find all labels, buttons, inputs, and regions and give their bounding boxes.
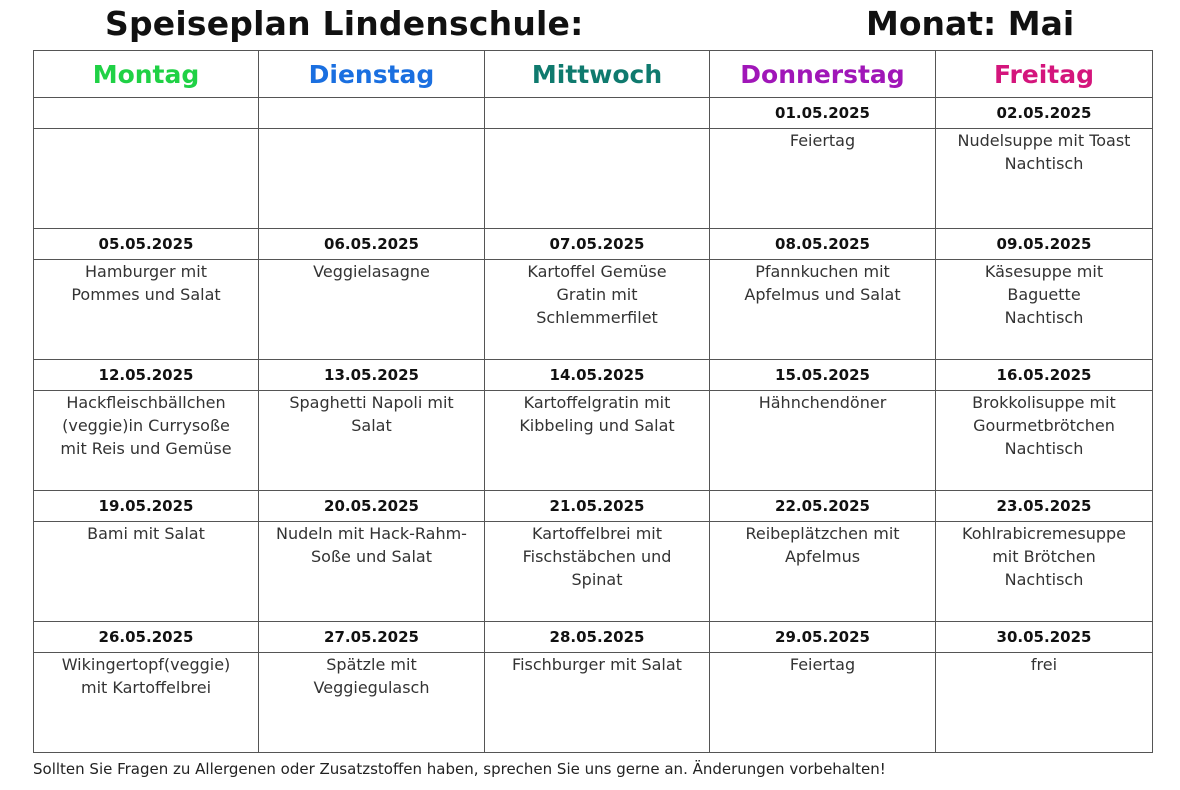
- meal-cell: [34, 260, 259, 360]
- date-cell: 06.05.2025: [259, 229, 485, 260]
- date-cell: 13.05.2025: [259, 360, 485, 391]
- meal-line: Käsesuppe mit: [984, 262, 1104, 281]
- meal-row: [34, 391, 1153, 491]
- meal-cell: [485, 260, 710, 360]
- meal-cell: [936, 391, 1153, 491]
- date-cell: 14.05.2025: [485, 360, 710, 391]
- meal-line: Veggiegulasch: [313, 678, 430, 697]
- meal-line: Wikingertopf(veggie): [61, 655, 231, 674]
- meal-line: Kibbeling und Salat: [519, 416, 675, 435]
- meal-line: Hähnchendöner: [758, 393, 887, 412]
- meal-row: [34, 260, 1153, 360]
- meal-cell: [710, 260, 936, 360]
- meal-line: frei: [1030, 655, 1058, 674]
- meal-cell: [710, 653, 936, 753]
- meal-plan-table: [33, 50, 1153, 753]
- meal-line: Kohlrabicremesuppe: [962, 524, 1126, 543]
- date-cell: 12.05.2025: [34, 360, 259, 391]
- meal-line: Nachtisch: [1004, 439, 1084, 458]
- date-cell: 15.05.2025: [710, 360, 936, 391]
- meal-cell: [34, 391, 259, 491]
- meal-line: Feiertag: [789, 655, 856, 674]
- meal-line: Pfannkuchen mit: [755, 262, 890, 281]
- meal-cell: [485, 653, 710, 753]
- date-row: [34, 229, 1153, 260]
- meal-line: Spinat: [571, 570, 623, 589]
- meal-cell: [34, 522, 259, 622]
- meal-cell: [710, 391, 936, 491]
- meal-line: Apfelmus und Salat: [744, 285, 901, 304]
- footer-note: Sollten Sie Fragen zu Allergenen oder Zusatzstoffen haben, sprechen Sie uns gerne an. Änderungen vorbehalten!: [33, 760, 886, 778]
- date-cell: [34, 98, 259, 129]
- meal-cell: [259, 129, 485, 229]
- date-cell: [259, 98, 485, 129]
- meal-cell: [710, 522, 936, 622]
- meal-line: mit Reis und Gemüse: [60, 439, 232, 458]
- date-cell: [485, 98, 710, 129]
- date-cell: 20.05.2025: [259, 491, 485, 522]
- date-cell: 27.05.2025: [259, 622, 485, 653]
- weekday-header-montag: Montag: [34, 51, 259, 98]
- meal-cell: [710, 129, 936, 229]
- meal-line: Apfelmus: [784, 547, 861, 566]
- meal-line: Schlemmerfilet: [536, 308, 658, 327]
- weekday-header-donnerstag: Donnerstag: [710, 51, 936, 98]
- page-title: Speiseplan Lindenschule:: [105, 4, 584, 43]
- date-cell: 01.05.2025: [710, 98, 936, 129]
- date-row: [34, 98, 1153, 129]
- meal-line: Brokkolisuppe mit: [972, 393, 1116, 412]
- meal-line: Spaghetti Napoli mit: [289, 393, 454, 412]
- meal-line: Reibeplätzchen mit: [745, 524, 900, 543]
- meal-cell: [259, 260, 485, 360]
- meal-line: Kartoffelbrei mit: [531, 524, 663, 543]
- date-cell: 07.05.2025: [485, 229, 710, 260]
- meal-line: Kartoffelgratin mit: [523, 393, 671, 412]
- meal-line: Hackfleischbällchen: [66, 393, 226, 412]
- date-cell: 30.05.2025: [936, 622, 1153, 653]
- meal-line: Pommes und Salat: [71, 285, 221, 304]
- meal-line: Feiertag: [789, 131, 856, 150]
- meal-line: Bami mit Salat: [87, 524, 205, 543]
- date-cell: 09.05.2025: [936, 229, 1153, 260]
- meal-row: [34, 653, 1153, 753]
- meal-row: [34, 129, 1153, 229]
- date-cell: 22.05.2025: [710, 491, 936, 522]
- date-cell: 28.05.2025: [485, 622, 710, 653]
- meal-line: Nachtisch: [1004, 570, 1084, 589]
- date-cell: 08.05.2025: [710, 229, 936, 260]
- meal-line: Veggielasagne: [313, 262, 430, 281]
- meal-row: [34, 522, 1153, 622]
- date-cell: 16.05.2025: [936, 360, 1153, 391]
- meal-cell: [936, 129, 1153, 229]
- date-cell: 05.05.2025: [34, 229, 259, 260]
- meal-cell: [936, 522, 1153, 622]
- meal-line: Gratin mit: [556, 285, 638, 304]
- weekday-header-dienstag: Dienstag: [259, 51, 485, 98]
- meal-line: Salat: [351, 416, 392, 435]
- meal-line: mit Brötchen: [992, 547, 1096, 566]
- meal-cell: [485, 522, 710, 622]
- meal-cell: [34, 129, 259, 229]
- meal-cell: [259, 391, 485, 491]
- date-cell: 21.05.2025: [485, 491, 710, 522]
- meal-line: mit Kartoffelbrei: [80, 678, 212, 697]
- meal-line: Spätzle mit: [326, 655, 417, 674]
- meal-cell: [259, 522, 485, 622]
- meal-line: Kartoffel Gemüse: [527, 262, 667, 281]
- date-cell: 23.05.2025: [936, 491, 1153, 522]
- meal-line: Fischburger mit Salat: [512, 655, 682, 674]
- meal-cell: [485, 129, 710, 229]
- date-cell: 02.05.2025: [936, 98, 1153, 129]
- date-cell: 19.05.2025: [34, 491, 259, 522]
- month-label: Monat: Mai: [866, 4, 1075, 43]
- meal-line: Gourmetbrötchen: [973, 416, 1115, 435]
- meal-cell: [936, 653, 1153, 753]
- meal-cell: [259, 653, 485, 753]
- weekday-header-mittwoch: Mittwoch: [485, 51, 710, 98]
- meal-cell: [936, 260, 1153, 360]
- meal-line: (veggie)in Currysoße: [62, 416, 230, 435]
- date-cell: 26.05.2025: [34, 622, 259, 653]
- meal-line: Baguette: [1007, 285, 1081, 304]
- meal-line: Nachtisch: [1004, 308, 1084, 327]
- weekday-header-freitag: Freitag: [936, 51, 1153, 98]
- meal-line: Hamburger mit: [85, 262, 207, 281]
- meal-cell: [34, 653, 259, 753]
- date-cell: 29.05.2025: [710, 622, 936, 653]
- meal-line: Fischstäbchen und: [522, 547, 672, 566]
- date-row: [34, 622, 1153, 653]
- meal-line: Nudelsuppe mit Toast: [957, 131, 1131, 150]
- weekday-header-row: [34, 51, 1153, 98]
- date-row: [34, 360, 1153, 391]
- page-header: [0, 0, 1180, 50]
- meal-line: Nudeln mit Hack-Rahm-: [276, 524, 467, 543]
- meal-line: Soße und Salat: [311, 547, 432, 566]
- meal-cell: [485, 391, 710, 491]
- meal-line: Nachtisch: [1004, 154, 1084, 173]
- date-row: [34, 491, 1153, 522]
- meal-plan-body: [34, 98, 1153, 753]
